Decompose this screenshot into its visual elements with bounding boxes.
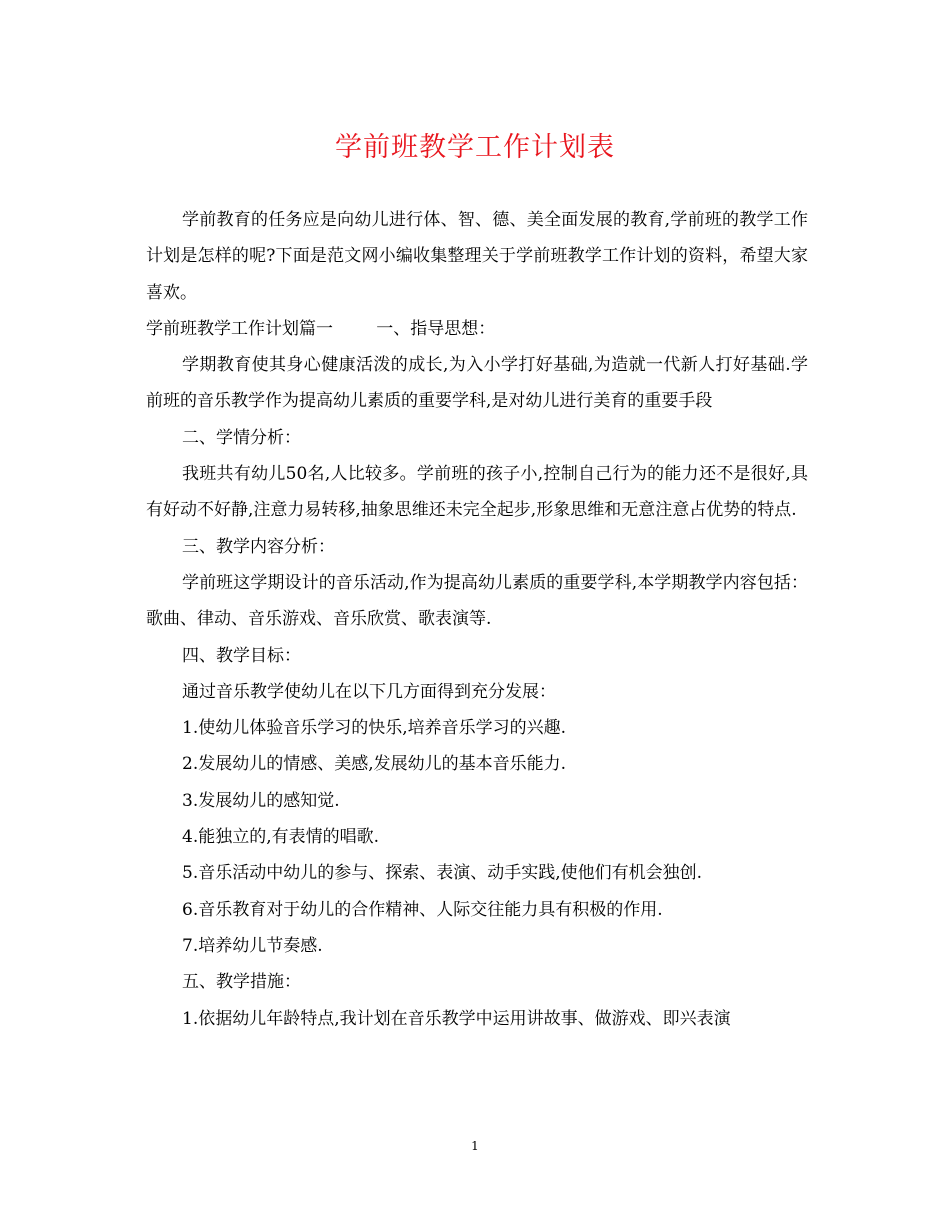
part3-heading: 三、教学内容分析： (182, 536, 335, 557)
part5-heading: 五、教学措施： (182, 972, 301, 993)
part4-lead: 通过音乐教学使幼儿在以下几方面得到充分发展： (182, 681, 556, 702)
goal-item: 2.发展幼儿的情感、美感,发展幼儿的基本音乐能力. (182, 754, 567, 775)
part2-paragraph: 我班共有幼儿50名,人比较多。学前班的孩子小,控制自己行为的能力还不是很好,具有好动不好静,注意力易转移,抽象思维还未完全起步,形象思维和无意注意占优势的特点. (146, 464, 808, 521)
part2-heading: 二、学情分析： (182, 427, 301, 448)
part1-heading: 一、指导思想： (376, 318, 496, 339)
goal-item: 1.使幼儿体验音乐学习的快乐,培养音乐学习的兴趣. (182, 718, 567, 739)
section-heading: 学前班教学工作计划篇一 (146, 318, 333, 339)
goal-item: 3.发展幼儿的感知觉. (182, 790, 340, 811)
intro-paragraph: 学前教育的任务应是向幼儿进行体、智、德、美全面发展的教育,学前班的教学工作计划是怎样的呢?下面是范文网小编收集整理关于学前班教学工作计划的资料，希望大家喜欢。 (146, 210, 808, 303)
goal-item: 4.能独立的,有表情的唱歌. (182, 827, 380, 848)
measure-item: 1.依据幼儿年龄特点,我计划在音乐教学中运用讲故事、做游戏、即兴表演 (182, 1008, 731, 1029)
document-title: 学前班教学工作计划表 (335, 132, 615, 163)
part3-paragraph: 学前班这学期设计的音乐活动,作为提高幼儿素质的重要学科,本学期教学内容包括：歌曲、律动、音乐游戏、音乐欣赏、歌表演等. (146, 572, 808, 630)
goal-item: 7.培养幼儿节奏感. (182, 935, 323, 956)
page-number: 1 (471, 1139, 479, 1153)
section-heading-line (146, 311, 808, 347)
goal-item: 5.音乐活动中幼儿的参与、探索、表演、动手实践,使他们有机会独创. (182, 863, 703, 884)
part1-paragraph: 学期教育使其身心健康活泼的成长,为入小学打好基础,为造就一代新人打好基础.学前班的音乐教学作为提高幼儿素质的重要学科,是对幼儿进行美育的重要手段 (146, 355, 808, 412)
part4-heading: 四、教学目标： (182, 645, 301, 666)
goal-item: 6.音乐教育对于幼儿的合作精神、人际交往能力具有积极的作用. (182, 899, 663, 920)
document-body (146, 202, 808, 1037)
